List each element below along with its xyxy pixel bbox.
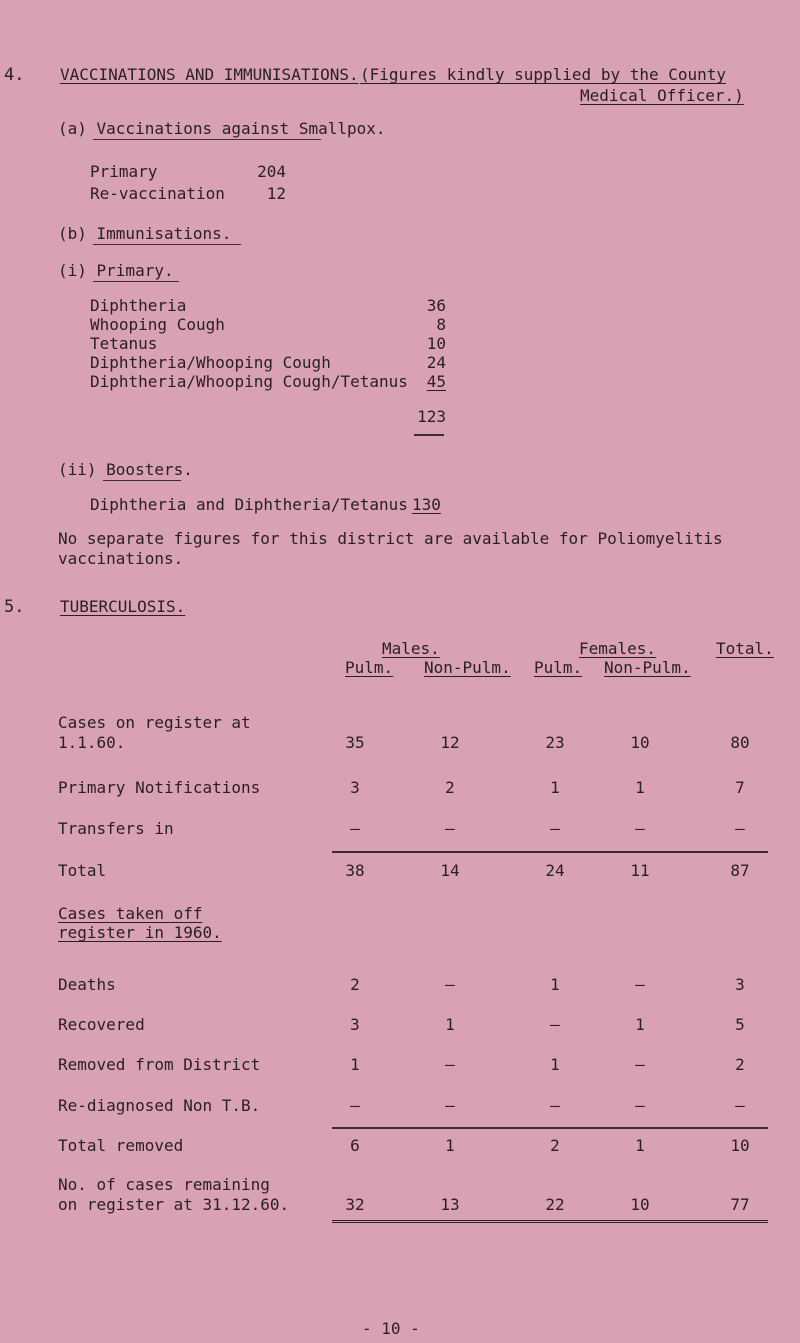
cell: – bbox=[445, 975, 455, 994]
primary-diphtheria-value: 36 bbox=[426, 296, 446, 315]
source-note-line-2: Medical Officer.) bbox=[580, 86, 744, 105]
primary-total-rule bbox=[414, 434, 444, 436]
cell: 1 bbox=[635, 778, 645, 797]
cell: 2 bbox=[350, 975, 360, 994]
smallpox-label: (a) Vaccinations against Smallpox. bbox=[58, 119, 386, 138]
row-recovered-label: Recovered bbox=[58, 1015, 145, 1034]
row-register-label-1: Cases on register at bbox=[58, 713, 251, 732]
primary-dip-whooping-value: 24 bbox=[426, 353, 446, 372]
cell: 77 bbox=[730, 1195, 750, 1214]
cell: 12 bbox=[440, 733, 460, 752]
row-total-removed-label: Total removed bbox=[58, 1136, 184, 1155]
boosters-row-value: 130 bbox=[412, 495, 441, 514]
smallpox-subheading bbox=[58, 120, 386, 138]
subtotal-rule bbox=[332, 851, 768, 853]
cell: 22 bbox=[545, 1195, 565, 1214]
cell: 2 bbox=[735, 1055, 745, 1074]
section-5-heading: TUBERCULOSIS. bbox=[60, 597, 186, 616]
cell: 80 bbox=[730, 733, 750, 752]
cell: 23 bbox=[545, 733, 565, 752]
cell: – bbox=[635, 1055, 645, 1074]
row-remaining-label-1: No. of cases remaining bbox=[58, 1175, 270, 1194]
females-header: Females. bbox=[579, 639, 657, 658]
primary-dip-whooping-tetanus-label: Diphtheria/Whooping Cough/Tetanus bbox=[90, 372, 408, 391]
smallpox-revaccination-value: 12 bbox=[266, 184, 286, 203]
removed-total-rule bbox=[332, 1127, 768, 1129]
primary-diphtheria-label: Diphtheria bbox=[90, 296, 187, 315]
cell: 1 bbox=[445, 1015, 455, 1034]
cell: 6 bbox=[350, 1136, 360, 1155]
cell: 11 bbox=[630, 861, 650, 880]
cell: 38 bbox=[345, 861, 365, 880]
cell: 1 bbox=[635, 1136, 645, 1155]
females-pulm-header: Pulm. bbox=[534, 658, 583, 677]
section-5-number: 5. bbox=[4, 597, 25, 617]
cell: 32 bbox=[345, 1195, 365, 1214]
total-header: Total. bbox=[716, 639, 774, 658]
cell: 1 bbox=[635, 1015, 645, 1034]
females-nonpulm-header: Non-Pulm. bbox=[604, 658, 691, 677]
cell: – bbox=[445, 819, 455, 838]
cell: 10 bbox=[630, 733, 650, 752]
row-remaining-label-2: on register at 31.12.60. bbox=[58, 1195, 290, 1214]
source-note-line-1: (Figures kindly supplied by the County bbox=[360, 65, 727, 84]
cell: 24 bbox=[545, 861, 565, 880]
cell: – bbox=[635, 975, 645, 994]
cell: 5 bbox=[735, 1015, 745, 1034]
final-double-rule bbox=[332, 1220, 768, 1223]
cell: 1 bbox=[550, 975, 560, 994]
cell: 13 bbox=[440, 1195, 460, 1214]
cell: – bbox=[445, 1055, 455, 1074]
cell: – bbox=[735, 819, 745, 838]
boosters-subheading: (ii) Boosters. bbox=[58, 460, 193, 479]
primary-dip-whooping-label: Diphtheria/Whooping Cough bbox=[90, 353, 331, 372]
cell: 87 bbox=[730, 861, 750, 880]
cell: 1 bbox=[445, 1136, 455, 1155]
cell: 3 bbox=[735, 975, 745, 994]
cell: 1 bbox=[350, 1055, 360, 1074]
taken-off-heading-1: Cases taken off bbox=[58, 904, 203, 923]
cell: 10 bbox=[630, 1195, 650, 1214]
males-nonpulm-header: Non-Pulm. bbox=[424, 658, 511, 677]
cell: – bbox=[735, 1096, 745, 1115]
cell: 35 bbox=[345, 733, 365, 752]
cell: 14 bbox=[440, 861, 460, 880]
taken-off-heading-2: register in 1960. bbox=[58, 923, 222, 942]
polio-note-line-2: vaccinations. bbox=[58, 549, 184, 568]
cell: – bbox=[350, 819, 360, 838]
primary-total-value: 123 bbox=[417, 407, 446, 426]
cell: 2 bbox=[550, 1136, 560, 1155]
cell: 2 bbox=[445, 778, 455, 797]
primary-dip-whooping-tetanus-value: 45 bbox=[426, 372, 446, 391]
cell: 3 bbox=[350, 1015, 360, 1034]
cell: – bbox=[635, 819, 645, 838]
page-number: - 10 - bbox=[362, 1319, 420, 1338]
immunisations-subheading: (b) Immunisations. bbox=[58, 224, 232, 243]
immunisations-underline bbox=[93, 244, 241, 245]
row-transfers-label: Transfers in bbox=[58, 819, 174, 838]
primary-tetanus-label: Tetanus bbox=[90, 334, 158, 353]
cell: 10 bbox=[730, 1136, 750, 1155]
smallpox-revaccination-label: Re-vaccination bbox=[90, 184, 225, 203]
smallpox-primary-label: Primary bbox=[90, 162, 158, 181]
section-4-heading: VACCINATIONS AND IMMUNISATIONS. bbox=[60, 65, 359, 84]
primary-whooping-cough-label: Whooping Cough bbox=[90, 315, 225, 334]
primary-subheading: (i) Primary. bbox=[58, 261, 174, 280]
primary-underline bbox=[93, 281, 179, 282]
cell: – bbox=[550, 1015, 560, 1034]
males-header: Males. bbox=[382, 639, 440, 658]
boosters-underline bbox=[103, 480, 181, 481]
row-register-label-2: 1.1.60. bbox=[58, 733, 126, 752]
cell: 7 bbox=[735, 778, 745, 797]
row-notifications-label: Primary Notifications bbox=[58, 778, 261, 797]
primary-tetanus-value: 10 bbox=[426, 334, 446, 353]
cell: 1 bbox=[550, 778, 560, 797]
row-total-label: Total bbox=[58, 861, 107, 880]
cell: 3 bbox=[350, 778, 360, 797]
polio-note-line-1: No separate figures for this district are available for Poliomyelitis bbox=[58, 529, 723, 548]
row-removed-label: Removed from District bbox=[58, 1055, 261, 1074]
cell: – bbox=[445, 1096, 455, 1115]
cell: – bbox=[550, 1096, 560, 1115]
cell: – bbox=[350, 1096, 360, 1115]
boosters-row-label: Diphtheria and Diphtheria/Tetanus bbox=[90, 495, 408, 514]
cell: – bbox=[550, 819, 560, 838]
section-4-number: 4. bbox=[4, 65, 25, 85]
primary-whooping-cough-value: 8 bbox=[436, 315, 446, 334]
smallpox-primary-value: 204 bbox=[257, 162, 286, 181]
cell: – bbox=[635, 1096, 645, 1115]
row-deaths-label: Deaths bbox=[58, 975, 116, 994]
row-rediagnosed-label: Re-diagnosed Non T.B. bbox=[58, 1096, 261, 1115]
smallpox-underline bbox=[93, 139, 321, 140]
cell: 1 bbox=[550, 1055, 560, 1074]
males-pulm-header: Pulm. bbox=[345, 658, 394, 677]
